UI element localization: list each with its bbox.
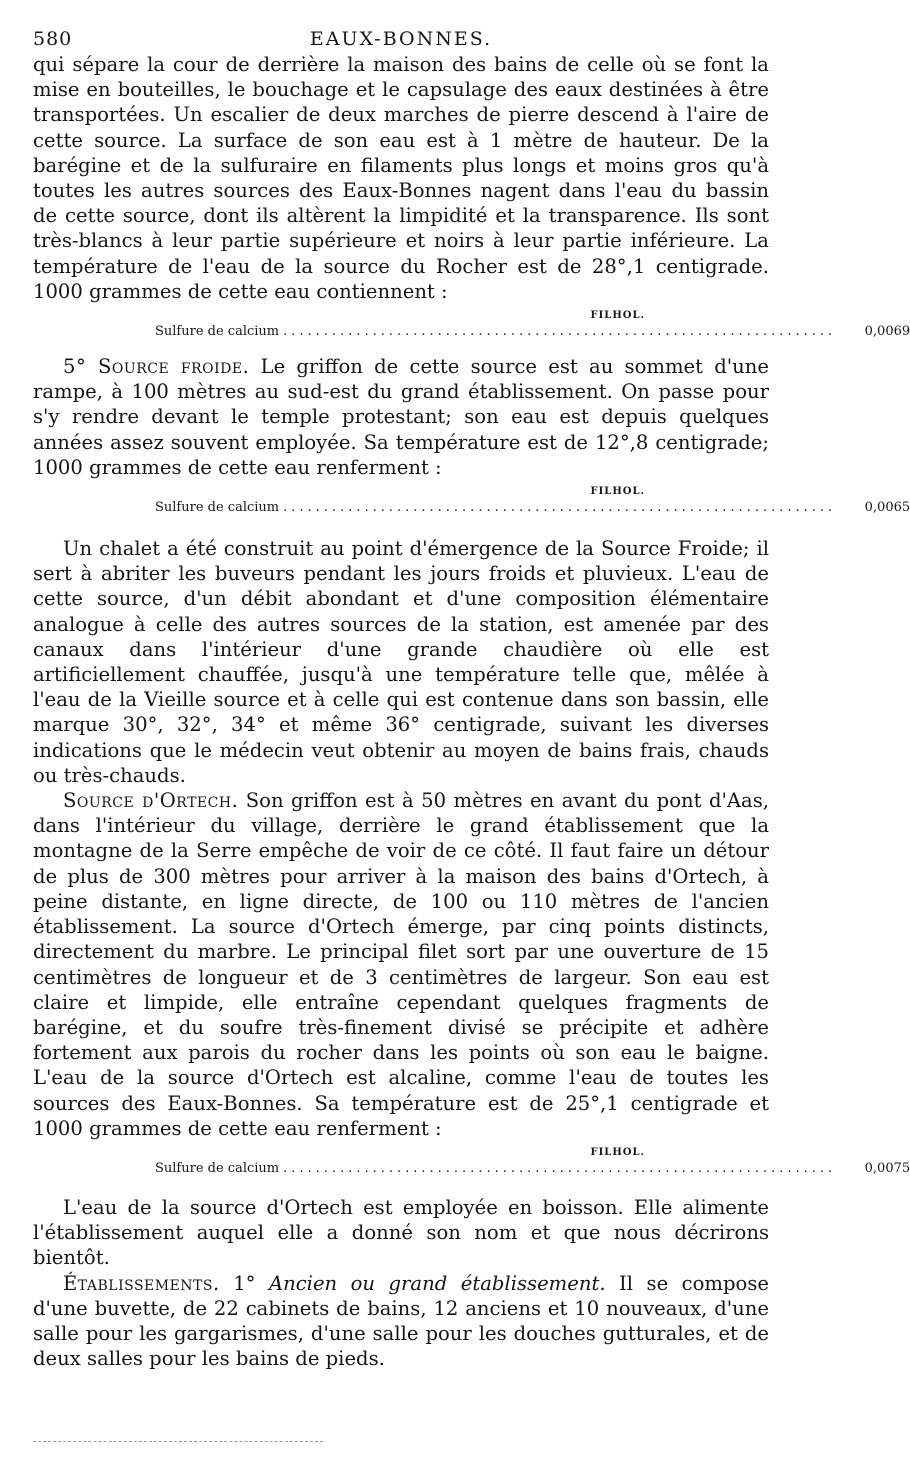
running-title: EAUX-BONNES. — [309, 28, 493, 50]
analysis-substance: Sulfure de calcium — [155, 1160, 280, 1176]
section-lead-source-ortech: Source d'Ortech. — [63, 789, 239, 813]
analysis-value: 0,0075 — [864, 1160, 910, 1176]
paragraph-chalet: Un chalet a été construit au point d'émergence de la Source Froide; il sert à abriter les buveurs pendant les jours froids et pluvieux. L'eau de cette source, d'un débit abondant et d'une composition élémentaire analogue à celle des autres sources de la station, est amenée par des canaux dans l'intérieur d'une grande chaudière où elle est artificiellement chauffée, jusqu'à une température telle que, mêlée à l'eau de la Vieille source et à celle qui est contenue dans son bassin, elle marque 30°, 32°, 34° et même 36° centigrade, suivant les diverses indications que le médecin veut obtenir au moyen de bains frais, chauds ou très-chauds. — [33, 537, 769, 787]
analysis-author: FILHOL. — [590, 310, 645, 322]
italic-heading: Ancien ou grand établissement. — [268, 1271, 606, 1295]
paragraph-text: Le griffon de cette source est au sommet d'une rampe, à 100 mètres au sud-est du grand établissement. On passe pour s'y rendre devant le temple protestant; son eau est depuis quelques années assez souvent employée. Sa température est de 12°,8 centigrade; 1000 grammes de cette eau renferment : — [33, 355, 770, 479]
analysis-author: FILHOL. — [590, 486, 645, 498]
analysis-substance: Sulfure de calcium — [155, 500, 280, 516]
paragraph-text: Son griffon est à 50 mètres en avant du pont d'Aas, dans l'intérieur du village, derrière le grand établissement que la montagne de la Serre empêche de voir de ce côté. Il faut faire un détour de plus de 300 mètres pour arriver à la maison des bains d'Ortech, à peine distante, en ligne directe, de 100 ou 110 mètres de l'ancien établissement. La source d'Ortech émerge, par cinq points distincts, directement du marbre. Le principal filet sort par une ouverture de 15 centimètres de longueur et de 3 centimètres de largeur. Son eau est claire et limpide, elle entraîne cependant quelques fragments de barégine, et du soufre très-finement divisé se précipite et adhère fortement aux parois du rocher dans les points où son eau le baigne. L'eau de la source d'Ortech est alcaline, comme l'eau de toutes les sources des Eaux-Bonnes. Sa température est de 25°,1 centigrade et 1000 grammes de cette eau renferment : — [33, 789, 770, 1140]
analysis-table-froide — [33, 480, 910, 530]
bottom-rule — [33, 1441, 323, 1442]
analysis-author: FILHOL. — [590, 1146, 645, 1158]
paragraph-etablissements — [33, 1271, 769, 1372]
analysis-row — [155, 324, 910, 340]
leader-dots: .................................................................... — [283, 324, 837, 340]
analysis-row — [155, 500, 910, 516]
analysis-row — [155, 1160, 910, 1176]
page-number: 580 — [33, 28, 73, 50]
analysis-value: 0,0069 — [864, 324, 910, 340]
paragraph-ortech-usage: L'eau de la source d'Ortech est employée en boisson. Elle alimente l'établissement auquel elle a donné son nom et que nous décrirons bientôt. — [33, 1195, 769, 1270]
analysis-substance: Sulfure de calcium — [155, 324, 280, 340]
page-header — [33, 24, 769, 52]
book-page — [33, 24, 910, 1371]
section-lead-etablissements: Établissements. — [63, 1271, 220, 1295]
leader-dots: .................................................................... — [283, 500, 837, 516]
leader-dots: .................................................................... — [283, 1160, 837, 1176]
analysis-table-rocher — [33, 304, 910, 354]
paragraph-source-froide — [33, 354, 769, 480]
section-lead-source-froide: 5° Source froide. — [63, 355, 250, 379]
analysis-value: 0,0065 — [864, 500, 910, 516]
paragraph-text: Il se compose d'une buvette, de 22 cabinets de bains, 12 anciens et 10 nouveaux, d'une salle pour les gargarismes, d'une salle pour les douches gutturales, et de deux salles pour les bains de pieds. — [33, 1271, 769, 1371]
analysis-table-ortech — [33, 1141, 910, 1191]
item-number: 1° — [219, 1271, 269, 1295]
paragraph-source-ortech — [33, 788, 769, 1141]
paragraph-rocher-source: qui sépare la cour de derrière la maison des bains de celle où se font la mise en bouteilles, le bouchage et le capsulage des eaux destinées à être transportées. Un escalier de deux marches de pierre descend à l'aire de cette source. La surface de son eau est à 1 mètre de hauteur. De la barégine et de la sulfuraire en filaments plus longs et moins gros qu'à toutes les autres sources des Eaux-Bonnes nagent dans l'eau du bassin de cette source, dont ils altèrent la limpidité et la transparence. Ils sont très-blancs à leur partie supérieure et noirs à leur partie inférieure. La température de l'eau de la source du Rocher est de 28°,1 centigrade. 1000 grammes de cette eau contiennent : — [33, 53, 769, 303]
